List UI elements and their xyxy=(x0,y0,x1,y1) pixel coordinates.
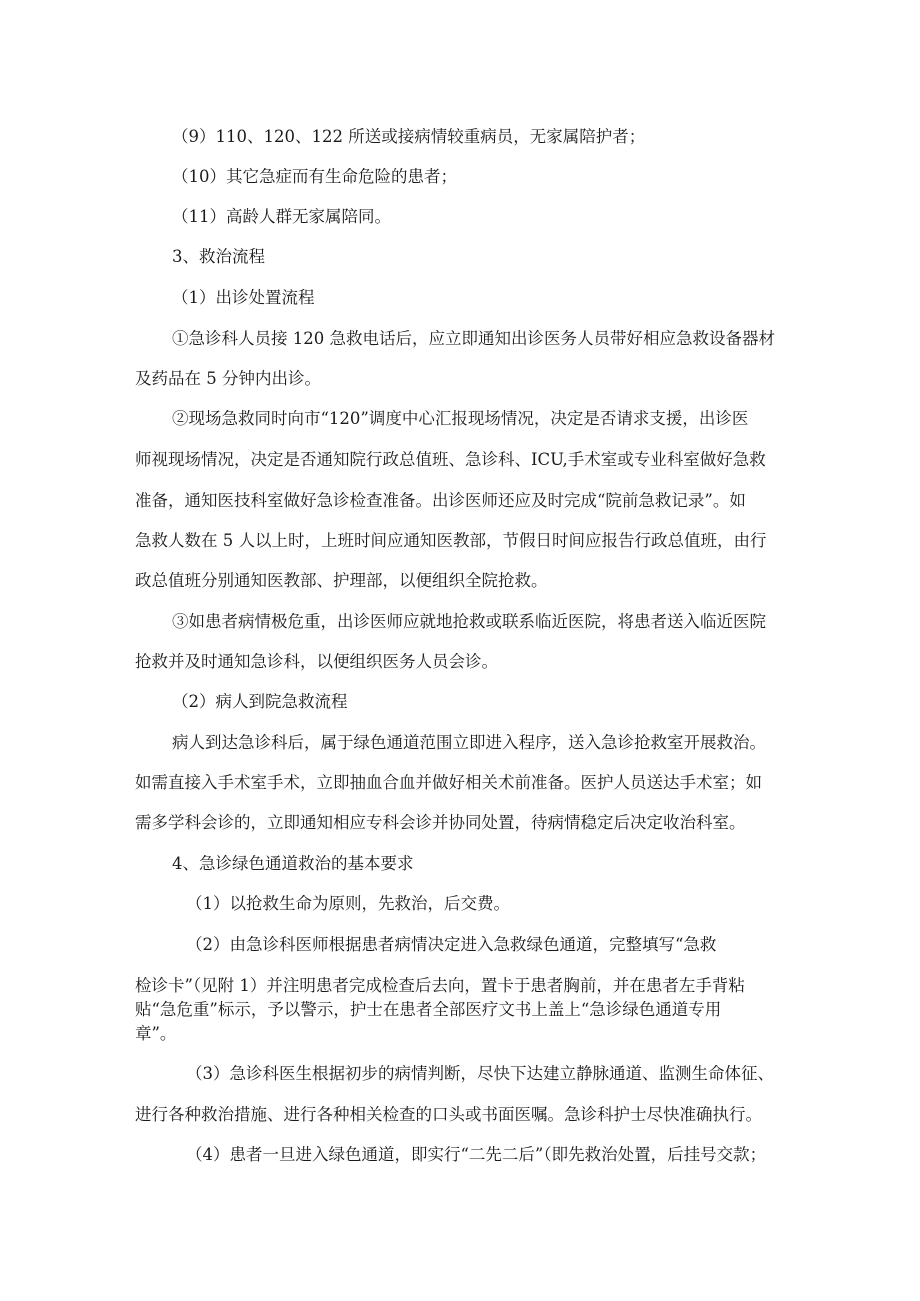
text-line: 如需直接入手术室手术，立即抽血合血并做好相关术前准备。医护人员送达手术室；如 xyxy=(135,773,762,792)
text-line: 政总值班分别通知医教部、护理部，以便组织全院抢救。 xyxy=(135,571,548,590)
text-line: （9）110、120、122 所送或接病情较重病员，无家属陪护者； xyxy=(172,127,646,146)
text-line: 急救人数在 5 人以上时，上班时间应通知医教部，节假日时间应报告行政总值班，由行 xyxy=(135,531,767,550)
text-line: 进行各种救治措施、进行各种相关检查的口头或书面医嘱。急诊科护士尽快准确执行。 xyxy=(135,1105,762,1124)
subsection-heading: （1）出诊处置流程 xyxy=(172,288,315,307)
text-line: 准备，通知医技科室做好急诊检查准备。出诊医师还应及时完成“院前急救记录”。如 xyxy=(135,491,746,510)
section-heading: 3、救治流程 xyxy=(172,247,265,266)
subsection-heading: （2）病人到院急救流程 xyxy=(172,692,348,711)
text-line: ②现场急救同时向市“120”调度中心汇报现场情况，决定是否请求支援，出诊医 xyxy=(172,409,749,428)
text-line: （2）由急诊科医师根据患者病情决定进入急救绿色通道，完整填写“急救 xyxy=(186,935,717,954)
section-heading: 4、急诊绿色通道救治的基本要求 xyxy=(172,854,414,873)
text-line: （10）其它急症而有生命危险的患者； xyxy=(172,167,457,186)
text-line: 检诊卡”（见附 1）并注明患者完成检查后去向，置卡于患者胸前，并在患者左手背粘 xyxy=(135,976,745,995)
text-line: （3）急诊科医生根据初步的病情判断，尽快下达建立静脉通道、监测生命体征、 xyxy=(186,1064,774,1083)
text-line: 章”。 xyxy=(135,1024,177,1043)
text-line: （11）高龄人群无家属陪同。 xyxy=(172,207,391,226)
text-line: 师视现场情况，决定是否通知院行政总值班、急诊科、ICU,手术室或专业科室做好急救 xyxy=(135,450,766,469)
text-line: ③如患者病情极危重，出诊医师应就地抢救或联系临近医院，将患者送入临近医院 xyxy=(172,612,766,631)
text-line: 及药品在 5 分钟内出诊。 xyxy=(135,369,321,388)
text-line: 病人到达急诊科后，属于绿色通道范围立即进入程序，送入急诊抢救室开展救治。 xyxy=(172,733,766,752)
text-line: 抢救并及时通知急诊科，以便组织医务人员会诊。 xyxy=(135,652,498,671)
text-line: 贴“急危重”标示，予以警示，护士在患者全部医疗文书上盖上“急诊绿色通道专用 xyxy=(135,1000,722,1019)
text-line: ①急诊科人员接 120 急救电话后，应立即通知出诊医务人员带好相应急救设备器材 xyxy=(172,329,775,348)
text-line: （1）以抢救生命为原则，先救治，后交费。 xyxy=(186,894,510,913)
text-line: 需多学科会诊的，立即通知相应专科会诊并协同处置，待病情稳定后决定收治科室。 xyxy=(135,813,746,832)
text-line: （4）患者一旦进入绿色通道，即实行“二先二后”（即先救治处置，后挂号交款； xyxy=(186,1145,767,1164)
